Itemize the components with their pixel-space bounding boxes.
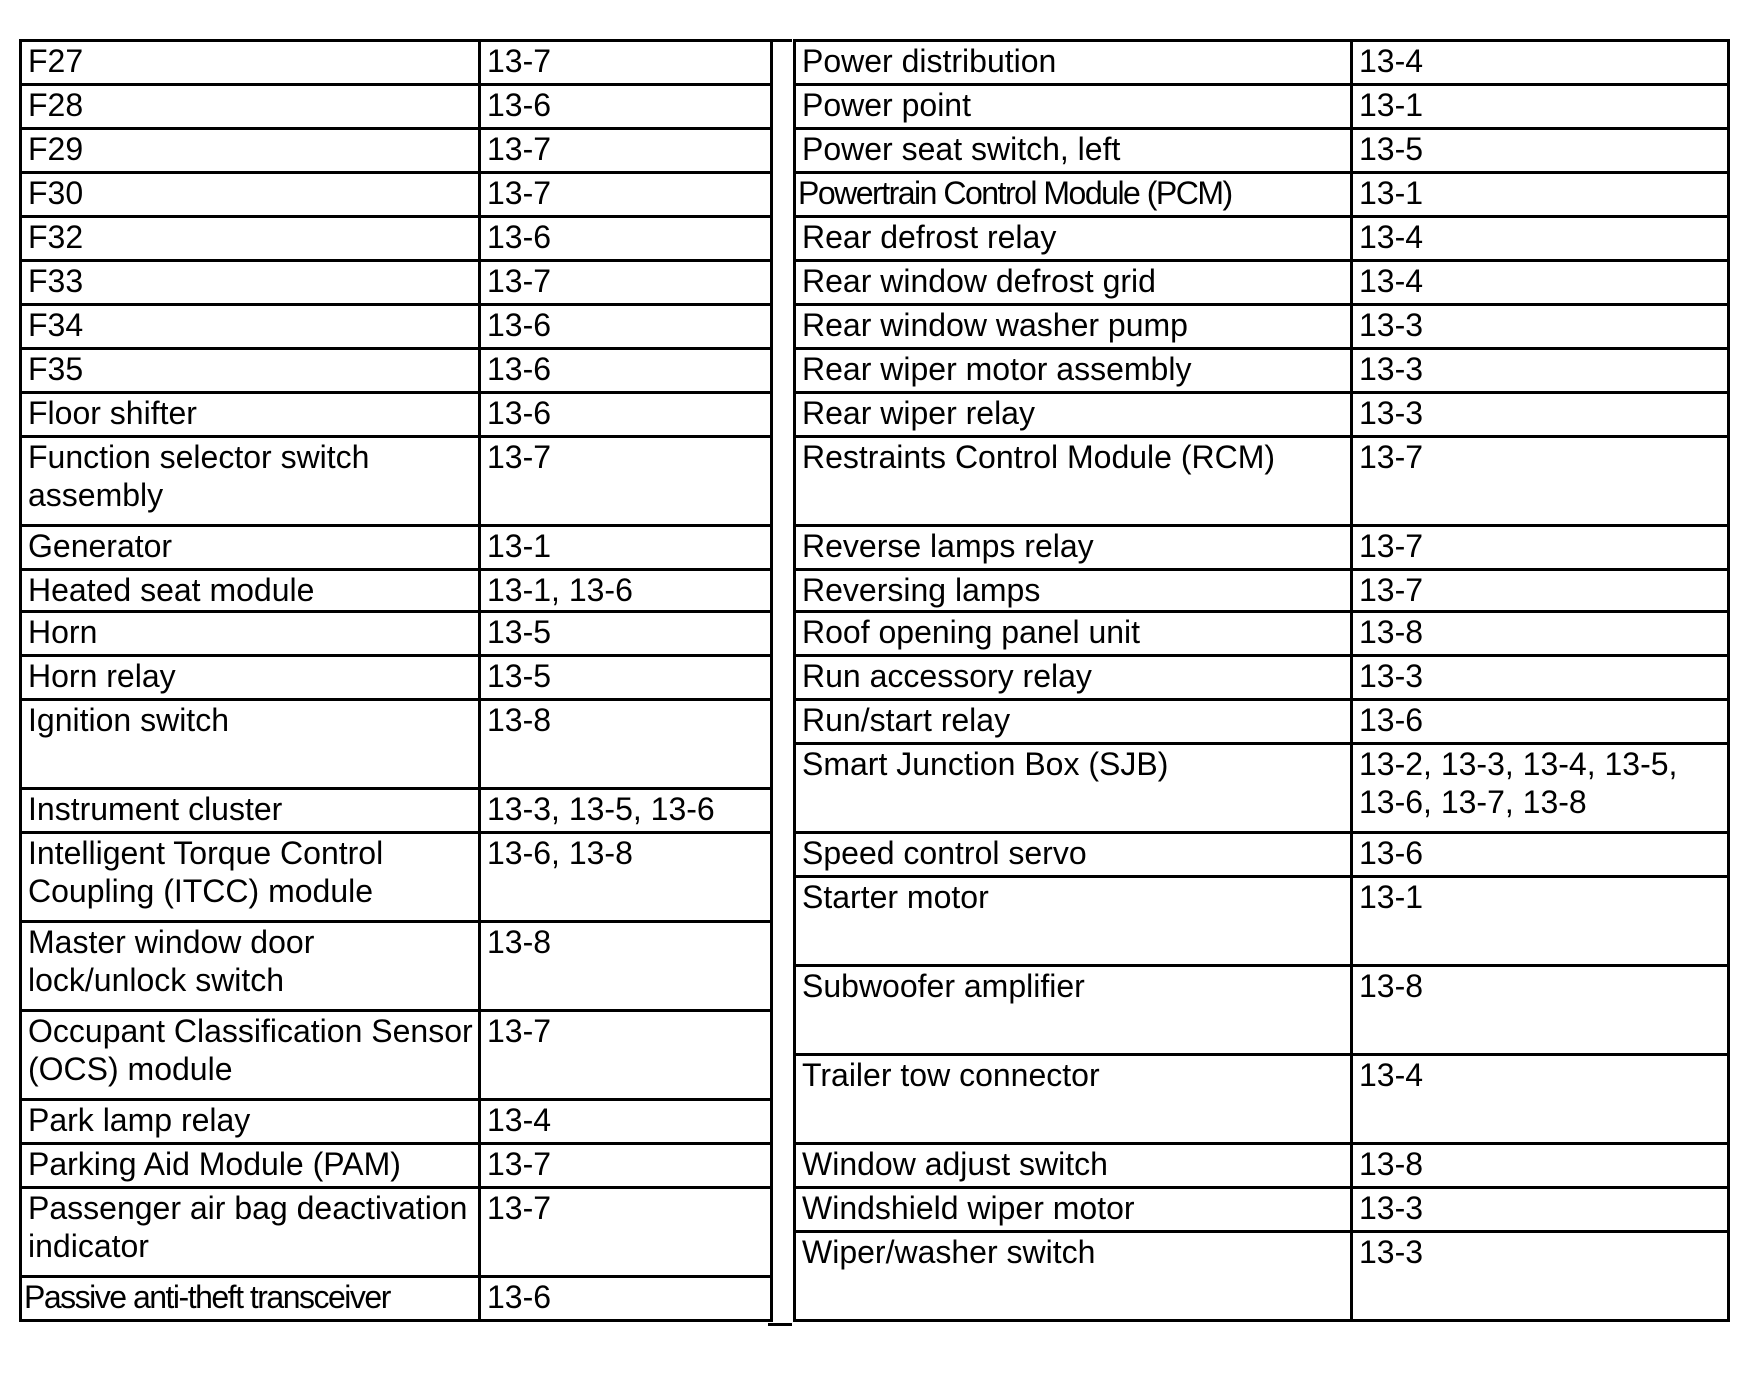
component-name: Reverse lamps relay [795,526,1352,570]
component-name: Windshield wiper motor [795,1188,1352,1232]
page-ref: 13-6 [1352,833,1729,877]
page-ref: 13-7 [480,437,772,526]
table-row [795,700,1729,744]
table-row [795,744,1729,833]
component-name: Reversing lamps [795,570,1352,612]
page-ref: 13-6 [480,349,772,393]
table-row [21,129,772,173]
table-row [795,129,1729,173]
component-name: Subwoofer amplifier [795,966,1352,1055]
component-name: Intelligent Torque Control Coupling (ITCC) module [21,833,480,922]
table-row [795,612,1729,656]
column-gutter [768,39,792,1326]
page-ref: 13-8 [480,922,772,1011]
component-name: Window adjust switch [795,1144,1352,1188]
table-row [21,789,772,833]
page-ref: 13-3 [1352,656,1729,700]
component-name: Ignition switch [21,700,480,789]
table-row [21,612,772,656]
component-name: Rear window washer pump [795,305,1352,349]
page-ref: 13-7 [480,261,772,305]
table-row [21,922,772,1011]
component-name: Run accessory relay [795,656,1352,700]
table-row [21,1144,772,1188]
table-row [795,833,1729,877]
page-ref: 13-2, 13-3, 13-4, 13-5, 13-6, 13-7, 13-8 [1352,744,1729,833]
page-ref: 13-1 [1352,877,1729,966]
page-ref: 13-5 [1352,129,1729,173]
component-name: Roof opening panel unit [795,612,1352,656]
page-ref: 13-3 [1352,393,1729,437]
table-row [795,877,1729,966]
page-ref: 13-1, 13-6 [480,570,772,612]
table-row [795,1055,1729,1144]
page-ref: 13-4 [1352,41,1729,85]
page-ref: 13-3 [1352,1188,1729,1232]
table-row [21,173,772,217]
table-row [795,305,1729,349]
component-name: Wiper/washer switch [795,1232,1352,1321]
component-name: Trailer tow connector [795,1055,1352,1144]
table-row [21,1011,772,1100]
table-row [795,656,1729,700]
table-row [21,349,772,393]
page-ref: 13-7 [480,41,772,85]
table-row [795,570,1729,612]
page-ref: 13-7 [1352,437,1729,526]
table-row [21,1277,772,1321]
component-name: Power point [795,85,1352,129]
component-name: Restraints Control Module (RCM) [795,437,1352,526]
page-ref: 13-1 [480,526,772,570]
page-ref: 13-7 [1352,526,1729,570]
component-name: Passenger air bag deactivation indicator [21,1188,480,1277]
component-name: Horn [21,612,480,656]
component-name: Parking Aid Module (PAM) [21,1144,480,1188]
table-row [21,570,772,612]
component-name: Horn relay [21,656,480,700]
component-name: Heated seat module [21,570,480,612]
table-row [21,305,772,349]
page-ref: 13-7 [480,129,772,173]
component-name: Rear wiper motor assembly [795,349,1352,393]
table-row [21,393,772,437]
page-ref: 13-3 [1352,1232,1729,1321]
table-row [21,85,772,129]
table-row [21,41,772,85]
component-name: F29 [21,129,480,173]
component-name: Generator [21,526,480,570]
component-name: Smart Junction Box (SJB) [795,744,1352,833]
component-name: Run/start relay [795,700,1352,744]
table-row [795,526,1729,570]
table-row [795,966,1729,1055]
page-ref: 13-7 [1352,570,1729,612]
component-name: Rear window defrost grid [795,261,1352,305]
page-ref: 13-3, 13-5, 13-6 [480,789,772,833]
table-row [795,1232,1729,1321]
component-name: Park lamp relay [21,1100,480,1144]
page-ref: 13-6 [1352,700,1729,744]
table-row [21,437,772,526]
component-name: F33 [21,261,480,305]
table-row [795,173,1729,217]
page-ref: 13-6 [480,305,772,349]
component-name: Occupant Classification Sensor (OCS) module [21,1011,480,1100]
component-name: Starter motor [795,877,1352,966]
component-name: F32 [21,217,480,261]
page-ref: 13-8 [480,700,772,789]
table-row [21,1100,772,1144]
component-name: Power seat switch, left [795,129,1352,173]
page-ref: 13-1 [1352,85,1729,129]
table-row [795,217,1729,261]
component-name: Rear defrost relay [795,217,1352,261]
table-row [795,393,1729,437]
table-row [795,437,1729,526]
component-name: F27 [21,41,480,85]
table-row [795,85,1729,129]
table-row [795,349,1729,393]
page-ref: 13-6 [480,393,772,437]
table-row [21,526,772,570]
table-row [21,833,772,922]
index-table-left [19,39,773,1322]
component-name: Passive anti-theft transceiver [21,1277,480,1321]
page-ref: 13-6 [480,1277,772,1321]
page-ref: 13-8 [1352,966,1729,1055]
table-row [795,261,1729,305]
page-ref: 13-7 [480,1144,772,1188]
component-name: Master window door lock/unlock switch [21,922,480,1011]
component-name: Powertrain Control Module (PCM) [795,173,1352,217]
table-row [21,700,772,789]
component-name: Rear wiper relay [795,393,1352,437]
page-ref: 13-4 [1352,1055,1729,1144]
component-name: Power distribution [795,41,1352,85]
page-ref: 13-7 [480,1188,772,1277]
page-ref: 13-6 [480,85,772,129]
page-ref: 13-8 [1352,1144,1729,1188]
page-ref: 13-1 [1352,173,1729,217]
page-ref: 13-7 [480,173,772,217]
page-ref: 13-3 [1352,349,1729,393]
page-ref: 13-6 [480,217,772,261]
table-row [795,1188,1729,1232]
component-name: F35 [21,349,480,393]
table-row [21,217,772,261]
page-ref: 13-6, 13-8 [480,833,772,922]
table-row [795,41,1729,85]
page-ref: 13-8 [1352,612,1729,656]
page-ref: 13-5 [480,656,772,700]
table-row [795,1144,1729,1188]
component-name: Function selector switch assembly [21,437,480,526]
page-ref: 13-5 [480,612,772,656]
component-name: F28 [21,85,480,129]
component-name: F34 [21,305,480,349]
component-name: Speed control servo [795,833,1352,877]
index-table-right [793,39,1730,1322]
component-name: Instrument cluster [21,789,480,833]
table-row [21,656,772,700]
page-ref: 13-4 [480,1100,772,1144]
page-ref: 13-4 [1352,261,1729,305]
table-row [21,1188,772,1277]
page-ref: 13-7 [480,1011,772,1100]
page-ref: 13-4 [1352,217,1729,261]
component-name: Floor shifter [21,393,480,437]
component-name: F30 [21,173,480,217]
page-ref: 13-3 [1352,305,1729,349]
table-row [21,261,772,305]
